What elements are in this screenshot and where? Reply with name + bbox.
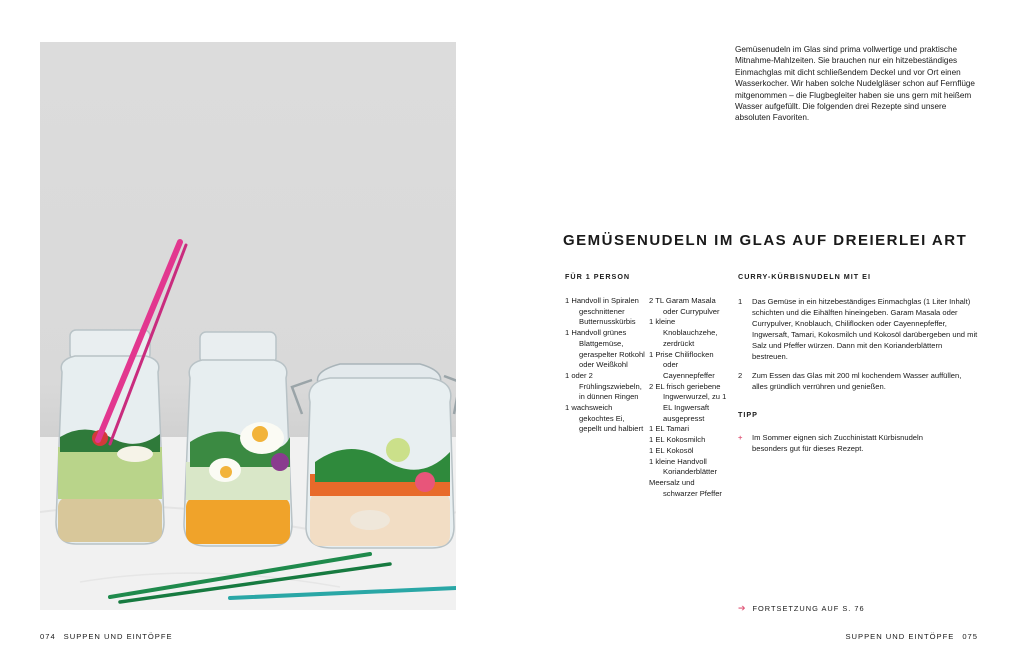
section-name-right: SUPPEN UND EINTÖPFE xyxy=(845,632,955,641)
ingredient-item: Meersalz und schwarzer Pfeffer xyxy=(649,477,722,498)
ingredient-item: 1 EL Kokosmilch xyxy=(649,435,706,445)
recipe-steps xyxy=(738,296,978,400)
continuation-text: FORTSETZUNG AUF S. 76 xyxy=(752,604,865,613)
continuation-link[interactable] xyxy=(738,603,865,614)
arrow-right-icon: ➔ xyxy=(738,603,747,613)
recipe-title: GEMÜSENUDELN IM GLAS AUF DREIERLEI ART xyxy=(563,232,968,249)
step-number: 2 xyxy=(738,371,743,380)
ingredient-item: 2 TL Garam Masala oder Currypulver xyxy=(649,296,720,316)
step-item xyxy=(738,296,978,362)
plus-icon: + xyxy=(738,433,743,442)
tip-text: Im Sommer eignen sich Zucchinistatt Kürbisnudeln besonders gut für dieses Rezept. xyxy=(752,433,923,453)
step-item xyxy=(738,370,978,392)
step-text: Zum Essen das Glas mit 200 ml kochendem Wasser auffüllen, alles gründlich verrühren und genießen. xyxy=(752,371,962,391)
ingredient-item: 1 Handvoll in Spiralen geschnittener Butternusskürbis xyxy=(565,296,639,327)
ingredient-item: 1 Prise Chiliflocken oder Cayennepfeffer xyxy=(649,349,715,380)
jar-middle xyxy=(184,332,292,546)
intro-paragraph: Gemüsenudeln im Glas sind prima vollwertige und praktische Mitnahme-Mahlzeiten. Sie brauchen nur ein hitzebeständiges Einmachglas mit dicht schließendem Deckel und vor Ort einen Wasserkocher. Wir haben solche Nudelgläser schon auf Fernflüge mitgenommen – die Flugbegleiter haben sie uns gern mit heißem Wasser aufgefüllt. Die folgenden drei Rezepte sind unsere absoluten Favoriten. xyxy=(735,45,975,123)
ingredients-column-2 xyxy=(649,296,729,499)
step-number: 1 xyxy=(738,297,743,306)
section-name-left: SUPPEN UND EINTÖPFE xyxy=(63,632,173,641)
ingredient-item: 1 EL Tamari xyxy=(649,424,690,434)
jar-right xyxy=(292,364,456,548)
ingredients-column-1 xyxy=(565,296,647,435)
variant-label: CURRY-KÜRBISNUDELN MIT EI xyxy=(738,272,871,281)
serving-label: FÜR 1 PERSON xyxy=(565,272,631,281)
page-number-left: 074 xyxy=(40,632,56,641)
ingredient-item: 1 kleine Handvoll Korianderblätter xyxy=(649,456,718,477)
ingredient-item: 1 wachsweich gekochtes Ei, gepellt und halbiert xyxy=(565,403,644,434)
recipe-photo xyxy=(40,42,456,610)
tip-block xyxy=(738,432,938,454)
step-text: Das Gemüse in ein hitzebeständiges Einmachglas (1 Liter Inhalt) schichten und die Eihälften hineingeben. Garam Masala oder Currypulver, Knoblauch, Chiliflocken oder Cayennepfeffer, Ingwersaft, Tamari, Kokosmilch und Kokosöl darübergeben und mit Salz und Pfeffer würzen. Dann mit den Korianderblättern bestreuen. xyxy=(752,297,978,361)
ingredient-item: 1 EL Kokosöl xyxy=(649,445,694,455)
ingredient-item: 1 kleine Knoblauchzehe, zerdrückt xyxy=(649,317,718,348)
ingredient-item: 1 oder 2 Frühlingszwiebeln, in dünnen Ringen xyxy=(565,370,642,402)
page-number-right: 075 xyxy=(962,632,978,641)
footer-left xyxy=(40,632,173,641)
jar-left xyxy=(56,330,164,544)
ingredient-item: 1 Handvoll grünes Blattgemüse, geraspelter Rotkohl oder Weißkohl xyxy=(565,328,645,370)
ingredient-item: 2 EL frisch geriebene Ingwerwurzel, zu 1 EL Ingwersaft ausgepresst xyxy=(649,381,727,423)
footer-right xyxy=(845,632,978,641)
tip-label: TIPP xyxy=(738,410,758,419)
